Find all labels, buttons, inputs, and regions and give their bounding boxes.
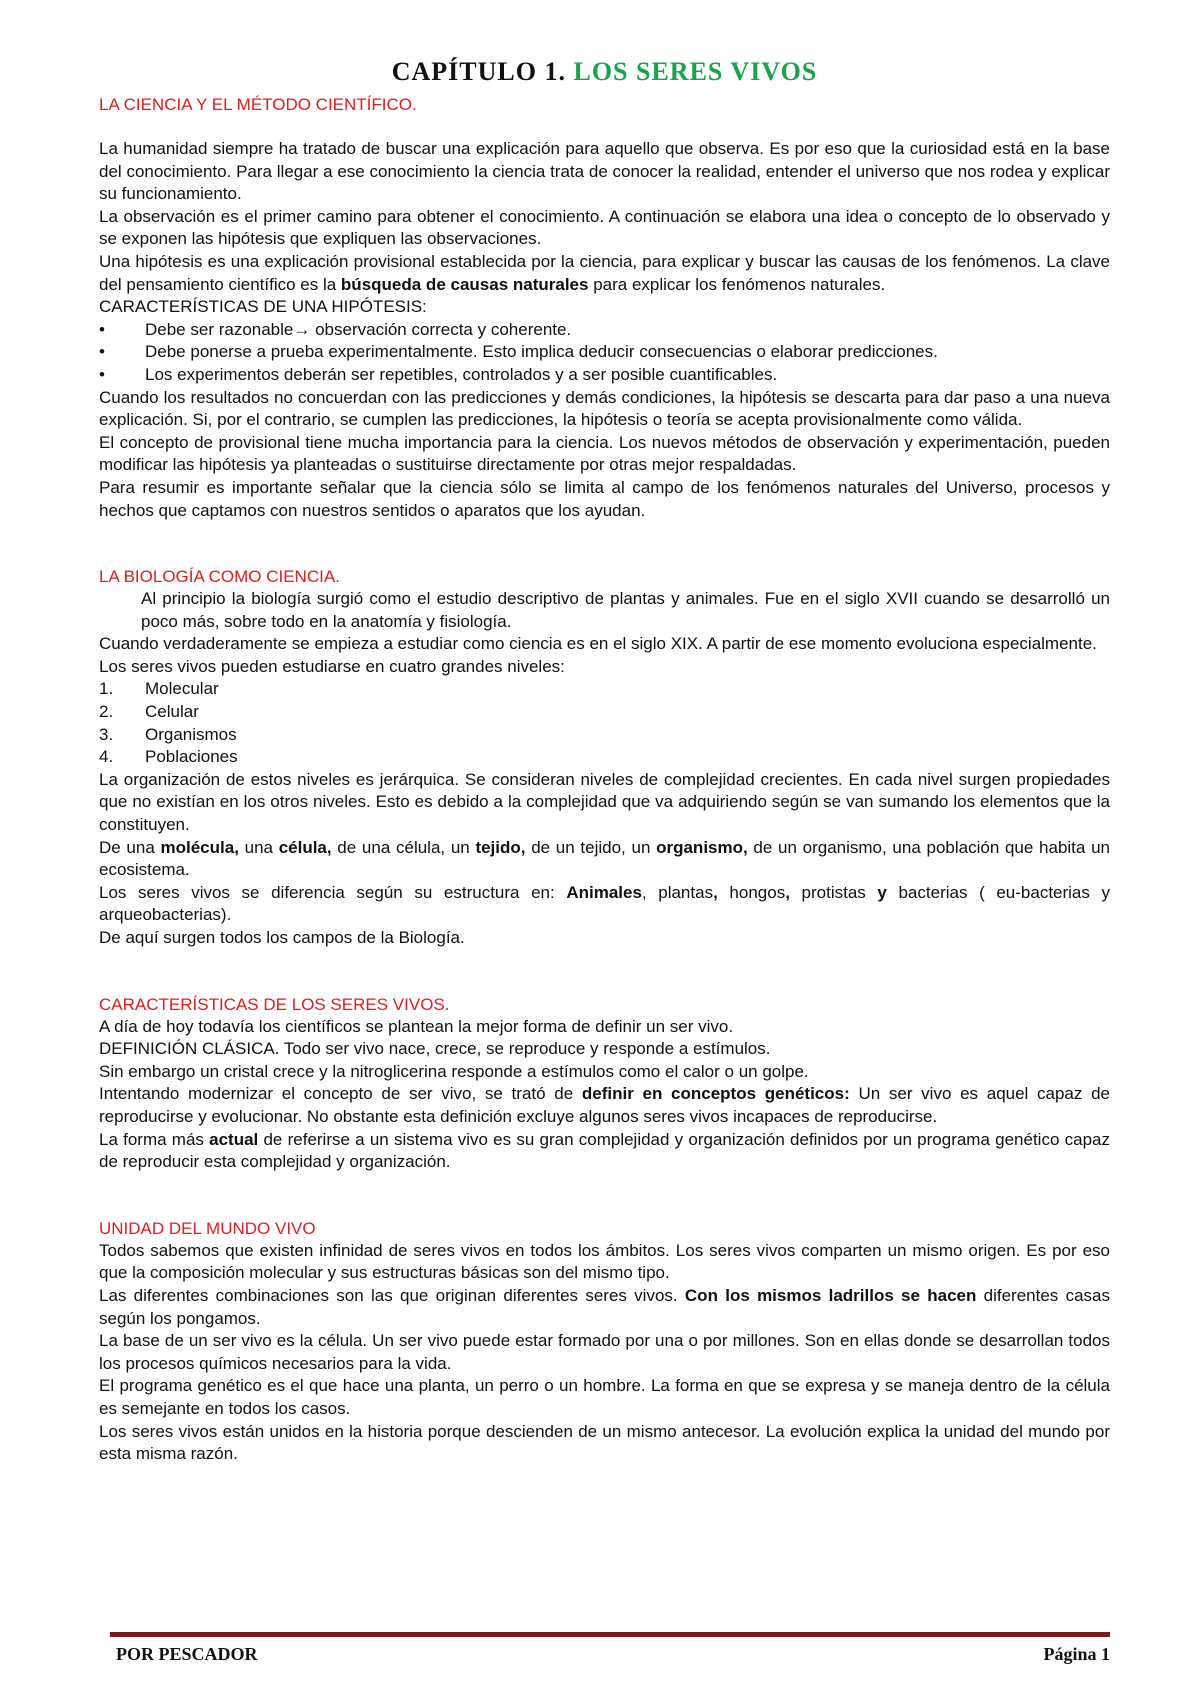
footer-rule xyxy=(110,1632,1110,1637)
chapter-title-highlight: LOS SERES VIVOS xyxy=(573,57,818,86)
levels-list xyxy=(99,678,1110,768)
paragraph: La organización de estos niveles es jerárquica. Se consideran niveles de complejidad crecientes. En cada nivel surgen propiedades que no existían en los otros niveles. Esto es debido a la complejidad que va adquiriendo según se van sumando los elementos que la constituyen. xyxy=(99,769,1110,835)
list-item: 4. Poblaciones xyxy=(99,747,238,767)
paragraph: Intentando modernizar el concepto de ser vivo, se trató de definir en conceptos genéticos: Un ser vivo es aquel capaz de reproducirse y evolucionar. No obstante esta definición excluye algunos seres vivos incapaces de reproducirse. xyxy=(99,1084,1110,1126)
chapter-title-prefix: CAPÍTULO 1. xyxy=(391,57,566,86)
paragraph: Los seres vivos se diferencia según su estructura en: Animales, plantas, hongos, protistas y bacterias ( eu-bacterias y arqueobacterias). xyxy=(99,882,1110,925)
paragraph: La humanidad siempre ha tratado de buscar una explicación para aquello que observa. Es por eso que la curiosidad está en la base del conocimiento. Para llegar a ese conocimiento la ciencia trata de conocer la realidad, entender el universo que nos rodea y explicar su funcionamiento. xyxy=(99,139,1110,204)
hypothesis-bullet-list xyxy=(99,319,1110,387)
paragraph: La base de un ser vivo es la célula. Un ser vivo puede estar formado por una o por millones. Son en ellas donde se desarrollan todos los procesos químicos necesarios para la vida. xyxy=(99,1331,1110,1373)
paragraph: Los seres vivos están unidos en la historia porque descienden de un mismo antecesor. La evolución explica la unidad del mundo por esta misma razón. xyxy=(99,1421,1110,1464)
section-heading-caracteristicas: CARACTERÍSTICAS DE LOS SERES VIVOS. xyxy=(99,994,450,1014)
section-heading-unidad: UNIDAD DEL MUNDO VIVO xyxy=(99,1218,316,1238)
paragraph: Los seres vivos pueden estudiarse en cuatro grandes niveles: xyxy=(99,656,565,676)
bold-phrase: Con los mismos ladrillos se hacen xyxy=(684,1285,977,1305)
paragraph: Cuando los resultados no concuerdan con las predicciones y demás condiciones, la hipótesis se descarta para dar paso a una nueva explicación. Si, por el contrario, se cumplen las predicciones, la hipótesis o teoría se acepta provisionalmente como válida. xyxy=(99,387,1110,430)
chapter-title xyxy=(99,56,1110,88)
hypothesis-subheading: CARACTERÍSTICAS DE UNA HIPÓTESIS: xyxy=(99,297,427,317)
paragraph: El programa genético es el que hace una planta, un perro o un hombre. La forma en que se expresa y se maneja dentro de la célula es semejante en todos los casos. xyxy=(99,1376,1110,1418)
paragraph: Cuando verdaderamente se empieza a estudiar como ciencia es en el siglo XIX. A partir de ese momento evoluciona especialmente. xyxy=(99,634,1097,654)
list-item: 3. Organismos xyxy=(99,724,237,744)
paragraph: Una hipótesis es una explicación provisional establecida por la ciencia, para explicar y buscar las causas de los fenómenos. La clave del pensamiento científico es la búsqueda de causas naturales para explicar los fenómenos naturales. xyxy=(99,251,1110,294)
bold-phrase: búsqueda de causas naturales xyxy=(340,274,589,294)
document-page xyxy=(99,56,1110,1466)
bold-phrase: actual xyxy=(209,1129,259,1149)
footer-author: POR PESCADOR xyxy=(116,1644,258,1664)
bold-phrase: definir en conceptos genéticos: xyxy=(581,1084,850,1104)
paragraph: La forma más actual de referirse a un sistema vivo es su gran complejidad y organización definidos por un programa genético capaz de reproducir esta complejidad y organización. xyxy=(99,1129,1110,1172)
paragraph: Al principio la biología surgió como el estudio descriptivo de plantas y animales. Fue en el siglo XVII cuando se desarrolló un poco más, sobre todo en la anatomía y fisiología. xyxy=(141,589,1110,631)
list-item: • Debe ser razonable→ observación correcta y coherente. xyxy=(99,319,1110,342)
paragraph: Todos sabemos que existen infinidad de seres vivos en todos los ámbitos. Los seres vivos comparten un mismo origen. Es por eso que la composición molecular y sus estructuras básicas son del mismo tipo. xyxy=(99,1240,1110,1283)
paragraph: La observación es el primer camino para obtener el conocimiento. A continuación se elabora una idea o concepto de lo observado y se exponen las hipótesis que expliquen las observaciones. xyxy=(99,206,1110,249)
paragraph: A día de hoy todavía los científicos se plantean la mejor forma de definir un ser vivo. xyxy=(99,1016,734,1036)
list-item: • Los experimentos deberán ser repetibles, controlados y a ser posible cuantificables. xyxy=(99,364,1110,387)
paragraph: Para resumir es importante señalar que la ciencia sólo se limita al campo de los fenómenos naturales del Universo, procesos y hechos que captamos con nuestros sentidos o aparatos que los ayudan. xyxy=(99,477,1110,520)
paragraph: El concepto de provisional tiene mucha importancia para la ciencia. Los nuevos métodos de observación y experimentación, pueden modificar las hipótesis ya planteadas o sustituirse directamente por otras mejor respaldadas. xyxy=(99,432,1110,475)
list-item: 1. Molecular xyxy=(99,679,219,699)
paragraph: De aquí surgen todos los campos de la Biología. xyxy=(99,928,465,947)
section-heading-ciencia: LA CIENCIA Y EL MÉTODO CIENTÍFICO. xyxy=(99,95,417,114)
list-item: • Debe ponerse a prueba experimentalmente. Esto implica deducir consecuencias o elaborar predicciones. xyxy=(99,341,1110,364)
footer-page-number: Página 1 xyxy=(1043,1644,1110,1664)
paragraph: De una molécula, una célula, de una célula, un tejido, de un tejido, un organismo, de un organismo, una población que habita un ecosistema. xyxy=(99,837,1110,880)
paragraph: DEFINICIÓN CLÁSICA. Todo ser vivo nace, crece, se reproduce y responde a estímulos. xyxy=(99,1039,771,1059)
section-heading-biologia: LA BIOLOGÍA COMO CIENCIA. xyxy=(99,567,340,587)
paragraph: Las diferentes combinaciones son las que originan diferentes seres vivos. Con los mismos ladrillos se hacen diferentes casas según los pongamos. xyxy=(99,1285,1110,1328)
paragraph: Sin embargo un cristal crece y la nitroglicerina responde a estímulos como el calor o un golpe. xyxy=(99,1061,809,1081)
list-item: 2. Celular xyxy=(99,702,199,722)
